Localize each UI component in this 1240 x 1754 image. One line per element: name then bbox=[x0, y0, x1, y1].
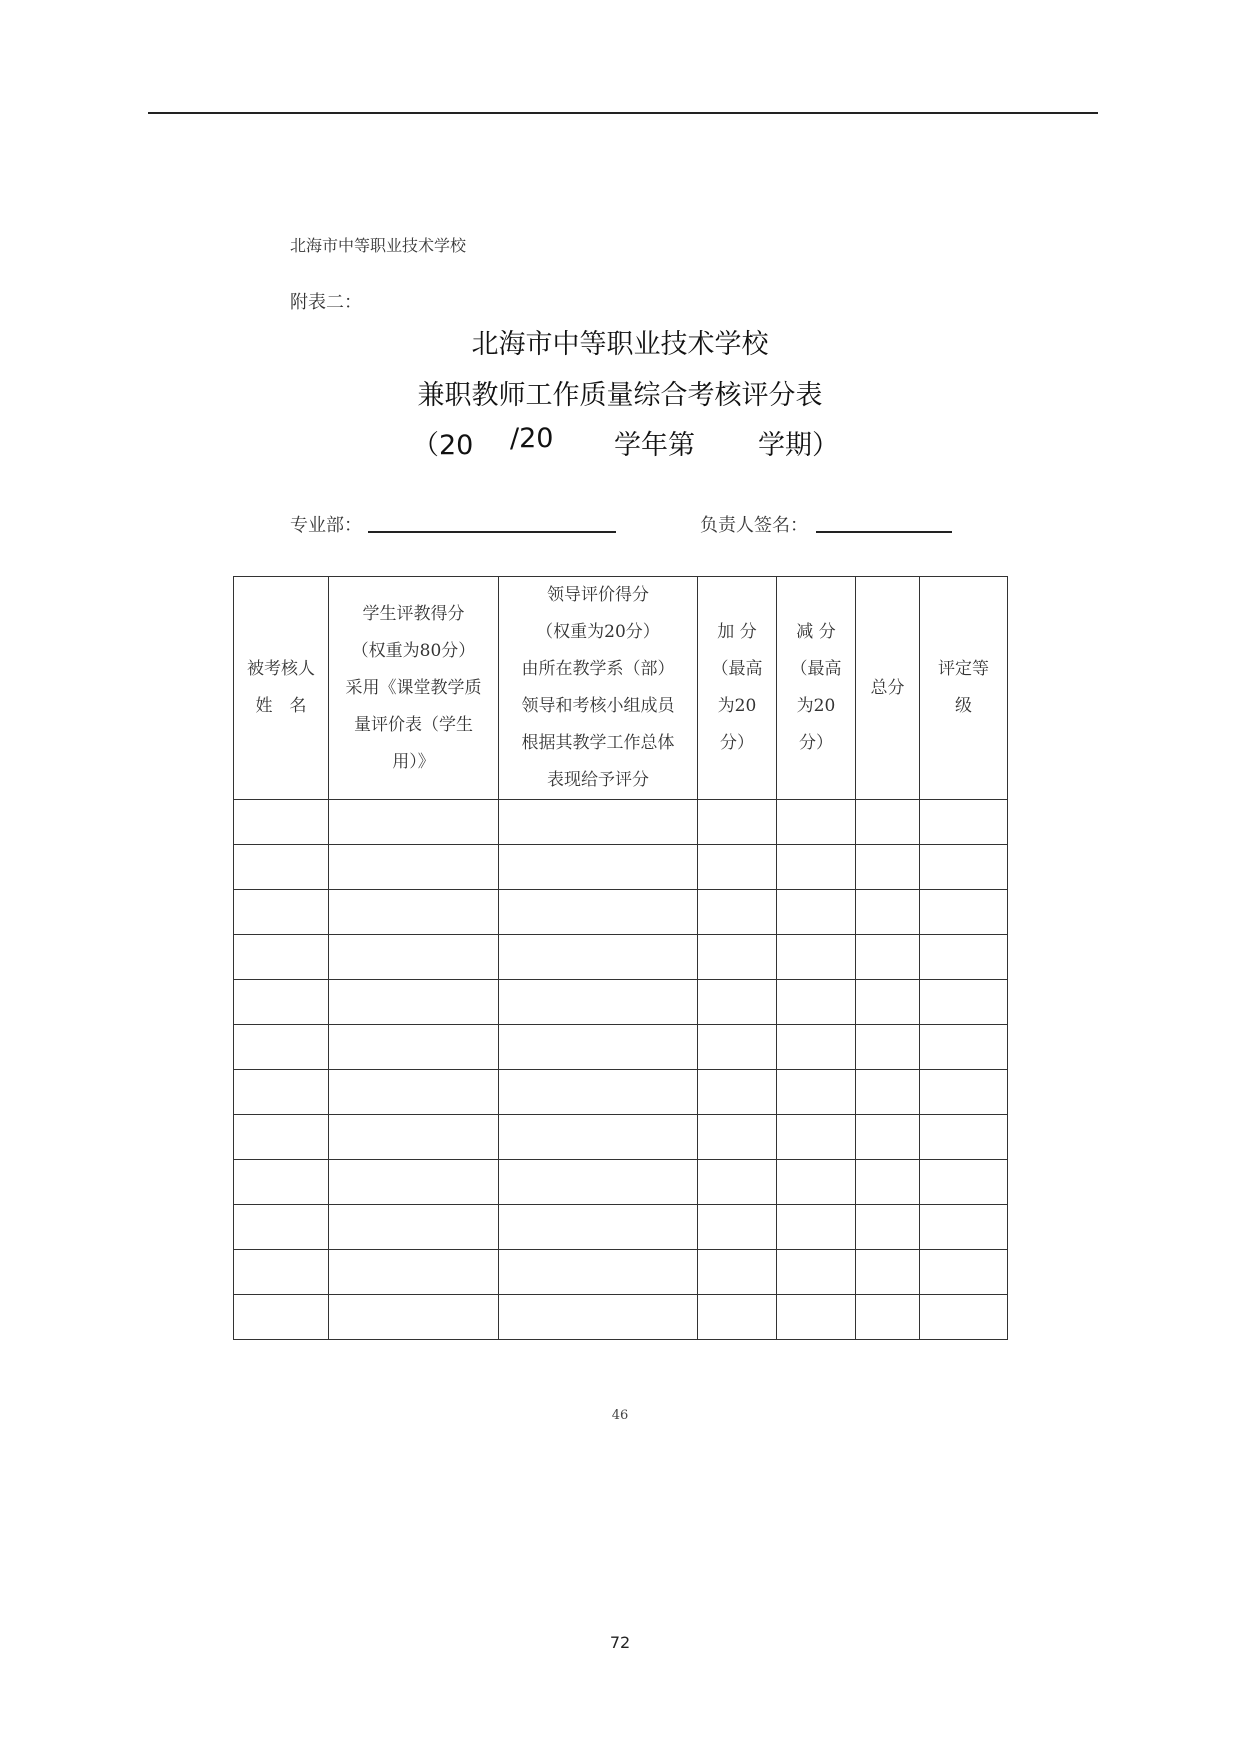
table-cell[interactable] bbox=[234, 1205, 329, 1250]
table-cell[interactable] bbox=[329, 980, 499, 1025]
table-cell[interactable] bbox=[499, 1160, 698, 1205]
table-cell[interactable] bbox=[698, 1250, 777, 1295]
table-cell[interactable] bbox=[329, 1295, 499, 1340]
table-cell[interactable] bbox=[698, 980, 777, 1025]
table-cell[interactable] bbox=[698, 1115, 777, 1160]
table-cell[interactable] bbox=[920, 1295, 1008, 1340]
department-input-line[interactable] bbox=[368, 531, 616, 533]
outer-page-number: 72 bbox=[609, 1633, 631, 1652]
table-cell[interactable] bbox=[499, 1295, 698, 1340]
evaluation-table bbox=[233, 576, 1008, 1340]
table-row bbox=[234, 980, 1008, 1025]
table-cell[interactable] bbox=[234, 1025, 329, 1070]
table-cell[interactable] bbox=[920, 1160, 1008, 1205]
table-cell[interactable] bbox=[920, 935, 1008, 980]
table-cell[interactable] bbox=[856, 1070, 920, 1115]
table-cell[interactable] bbox=[920, 1205, 1008, 1250]
table-cell[interactable] bbox=[698, 1160, 777, 1205]
header-grade: 评定等 级 bbox=[920, 577, 1008, 800]
table-cell[interactable] bbox=[329, 890, 499, 935]
table-cell[interactable] bbox=[329, 1115, 499, 1160]
table-cell[interactable] bbox=[856, 890, 920, 935]
table-cell[interactable] bbox=[499, 1025, 698, 1070]
table-cell[interactable] bbox=[329, 1025, 499, 1070]
table-row bbox=[234, 1160, 1008, 1205]
table-cell[interactable] bbox=[856, 980, 920, 1025]
table-cell[interactable] bbox=[234, 1115, 329, 1160]
header-rule bbox=[148, 112, 1098, 114]
table-row bbox=[234, 1205, 1008, 1250]
table-cell[interactable] bbox=[777, 935, 856, 980]
school-header: 北海市中等职业技术学校 bbox=[290, 236, 467, 255]
document-subtitle: 兼职教师工作质量综合考核评分表 bbox=[417, 380, 823, 411]
table-cell[interactable] bbox=[329, 1205, 499, 1250]
table-cell[interactable] bbox=[856, 1295, 920, 1340]
table-cell[interactable] bbox=[856, 1025, 920, 1070]
table-cell[interactable] bbox=[499, 800, 698, 845]
table-cell[interactable] bbox=[920, 1070, 1008, 1115]
table-cell[interactable] bbox=[698, 890, 777, 935]
table-cell[interactable] bbox=[234, 935, 329, 980]
table-cell[interactable] bbox=[499, 980, 698, 1025]
table-cell[interactable] bbox=[920, 845, 1008, 890]
header-total: 总分 bbox=[856, 577, 920, 800]
table-cell[interactable] bbox=[777, 1295, 856, 1340]
table-cell[interactable] bbox=[777, 1115, 856, 1160]
header-deduction: 减 分 （最高 为20 分） bbox=[777, 577, 856, 800]
signature-input-line[interactable] bbox=[816, 531, 952, 533]
table-cell[interactable] bbox=[777, 1025, 856, 1070]
table-row bbox=[234, 890, 1008, 935]
table-cell[interactable] bbox=[234, 1250, 329, 1295]
table-cell[interactable] bbox=[234, 1160, 329, 1205]
table-row bbox=[234, 1025, 1008, 1070]
signature-label: 负责人签名： bbox=[700, 515, 808, 536]
term-line bbox=[412, 423, 842, 459]
table-cell[interactable] bbox=[920, 980, 1008, 1025]
table-cell[interactable] bbox=[856, 1160, 920, 1205]
table-cell[interactable] bbox=[777, 800, 856, 845]
inner-page-number: 46 bbox=[611, 1408, 629, 1423]
table-cell[interactable] bbox=[920, 1025, 1008, 1070]
table-row bbox=[234, 935, 1008, 980]
table-row bbox=[234, 1115, 1008, 1160]
table-body bbox=[234, 800, 1008, 1340]
table-cell[interactable] bbox=[698, 1025, 777, 1070]
table-cell[interactable] bbox=[920, 1250, 1008, 1295]
table-header-row bbox=[234, 577, 1008, 800]
table-cell[interactable] bbox=[329, 935, 499, 980]
term-open: （20 bbox=[412, 430, 474, 461]
table-row bbox=[234, 1295, 1008, 1340]
table-cell[interactable] bbox=[920, 1115, 1008, 1160]
appendix-label: 附表二： bbox=[290, 292, 362, 313]
table-cell[interactable] bbox=[329, 1250, 499, 1295]
header-leader-score: 领导评价得分 （权重为20分） 由所在教学系（部） 领导和考核小组成员 根据其教学工作总体 表现给予评分 bbox=[499, 577, 698, 800]
table-cell[interactable] bbox=[856, 1250, 920, 1295]
table-cell[interactable] bbox=[698, 1205, 777, 1250]
table-cell[interactable] bbox=[698, 845, 777, 890]
table-row bbox=[234, 800, 1008, 845]
table-cell[interactable] bbox=[234, 800, 329, 845]
table-cell[interactable] bbox=[234, 980, 329, 1025]
document-title: 北海市中等职业技术学校 bbox=[471, 329, 769, 360]
table-row bbox=[234, 1250, 1008, 1295]
table-cell[interactable] bbox=[777, 845, 856, 890]
table-cell[interactable] bbox=[698, 1295, 777, 1340]
table-cell[interactable] bbox=[499, 935, 698, 980]
table-row bbox=[234, 1070, 1008, 1115]
table-cell[interactable] bbox=[234, 890, 329, 935]
term-close: 学期） bbox=[758, 430, 839, 461]
table-cell[interactable] bbox=[777, 1160, 856, 1205]
table-cell[interactable] bbox=[920, 800, 1008, 845]
table-cell[interactable] bbox=[777, 1205, 856, 1250]
table-cell[interactable] bbox=[499, 1070, 698, 1115]
header-student-score: 学生评教得分 （权重为80分） 采用《课堂教学质 量评价表（学生 用）》 bbox=[329, 577, 499, 800]
table-cell[interactable] bbox=[856, 800, 920, 845]
table-cell[interactable] bbox=[499, 890, 698, 935]
table-cell[interactable] bbox=[856, 1115, 920, 1160]
header-bonus: 加 分 （最高 为20 分） bbox=[698, 577, 777, 800]
table-cell[interactable] bbox=[698, 800, 777, 845]
header-name: 被考核人 姓 名 bbox=[234, 577, 329, 800]
table-cell[interactable] bbox=[499, 1115, 698, 1160]
table-cell[interactable] bbox=[329, 1070, 499, 1115]
table-cell[interactable] bbox=[234, 1070, 329, 1115]
table-cell[interactable] bbox=[777, 980, 856, 1025]
table-cell[interactable] bbox=[698, 1070, 777, 1115]
table-cell[interactable] bbox=[856, 845, 920, 890]
table-cell[interactable] bbox=[777, 1070, 856, 1115]
table-cell[interactable] bbox=[777, 890, 856, 935]
table-cell[interactable] bbox=[698, 935, 777, 980]
table-cell[interactable] bbox=[234, 1295, 329, 1340]
term-year-label: 学年第 bbox=[614, 430, 695, 461]
table-cell[interactable] bbox=[499, 1205, 698, 1250]
table-cell[interactable] bbox=[329, 845, 499, 890]
table-cell[interactable] bbox=[920, 890, 1008, 935]
table-cell[interactable] bbox=[777, 1250, 856, 1295]
table-cell[interactable] bbox=[329, 800, 499, 845]
table-cell[interactable] bbox=[234, 845, 329, 890]
table-row bbox=[234, 845, 1008, 890]
term-separator: /20 bbox=[510, 423, 554, 454]
table-cell[interactable] bbox=[499, 1250, 698, 1295]
department-label: 专业部： bbox=[290, 515, 362, 536]
table-cell[interactable] bbox=[499, 845, 698, 890]
table-cell[interactable] bbox=[329, 1160, 499, 1205]
table-cell[interactable] bbox=[856, 1205, 920, 1250]
table-cell[interactable] bbox=[856, 935, 920, 980]
